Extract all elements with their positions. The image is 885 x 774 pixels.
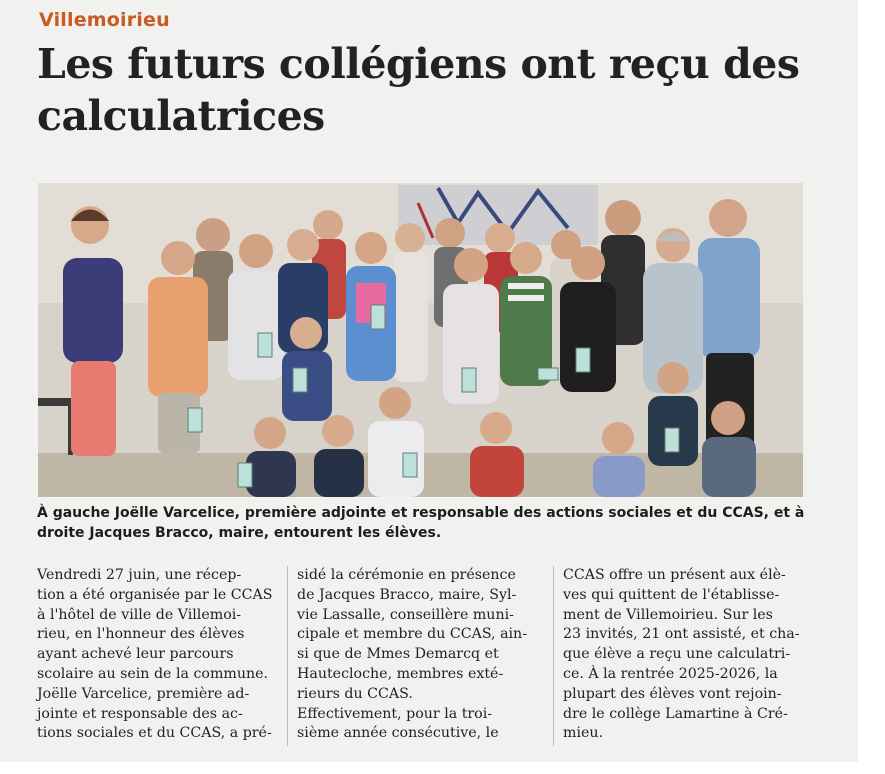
group-photo bbox=[38, 183, 803, 497]
column-line: jointe et responsable des ac- bbox=[37, 705, 243, 722]
column-line: rieu, en l'honneur des élèves bbox=[37, 626, 245, 643]
article-column-1 bbox=[37, 566, 282, 744]
column-line: CCAS offre un présent aux élè- bbox=[563, 567, 786, 583]
column-line: Joëlle Varcelice, première ad- bbox=[37, 685, 250, 702]
page-margin-bottom bbox=[0, 762, 885, 774]
photo-caption: À gauche Joëlle Varcelice, première adjointe et responsable des actions sociales et du CCAS, et à droite Jacques Bracco, maire, entourent les élèves. bbox=[37, 505, 805, 541]
column-line: ment de Villemoirieu. Sur les bbox=[563, 606, 773, 623]
column-line: tion a été organisée par le CCAS bbox=[37, 586, 273, 603]
column-line: ce. À la rentrée 2025-2026, la bbox=[563, 665, 778, 682]
column-line: cipale et membre du CCAS, ain- bbox=[297, 626, 527, 643]
column-line: Vendredi 27 juin, une récep- bbox=[37, 567, 242, 583]
group-photo-illustration bbox=[38, 183, 803, 497]
column-line: ayant achevé leur parcours bbox=[37, 646, 234, 663]
column-line: Hautecloche, membres exté- bbox=[297, 665, 504, 682]
column-line: que élève a reçu une calculatri- bbox=[563, 646, 791, 663]
column-line: si que de Mmes Demarcq et bbox=[297, 646, 499, 663]
column-line: scolaire au sein de la commune. bbox=[37, 665, 269, 682]
column-divider bbox=[553, 566, 554, 746]
column-line: à l'hôtel de ville de Villemoi- bbox=[37, 606, 242, 623]
page-margin-right bbox=[858, 0, 885, 774]
column-line: sidé la cérémonie en présence bbox=[297, 567, 516, 583]
column-line: ves qui quittent de l'établisse- bbox=[563, 586, 780, 603]
column-line: vie Lassalle, conseillère muni- bbox=[297, 606, 514, 623]
column-line: plupart des élèves vont rejoin- bbox=[563, 685, 782, 702]
column-line: sième année consécutive, le bbox=[297, 725, 499, 742]
column-line: mieu. bbox=[563, 725, 604, 742]
column-line: Effectivement, pour la troi- bbox=[297, 705, 493, 722]
article-column-2 bbox=[297, 566, 542, 744]
column-line: 23 invités, 21 ont assisté, et cha- bbox=[563, 626, 800, 643]
column-line: tions sociales et du CCAS, a pré- bbox=[37, 725, 272, 742]
column-divider bbox=[287, 566, 288, 746]
column-line: de Jacques Bracco, maire, Syl- bbox=[297, 586, 517, 603]
headline: Les futurs collégiens ont reçu des calculatrices bbox=[37, 40, 800, 140]
column-line: rieurs du CCAS. bbox=[297, 685, 413, 702]
column-line: dre le collège Lamartine à Cré- bbox=[563, 705, 788, 722]
article-column-3 bbox=[563, 566, 808, 744]
section-kicker: Villemoirieu bbox=[39, 9, 170, 31]
